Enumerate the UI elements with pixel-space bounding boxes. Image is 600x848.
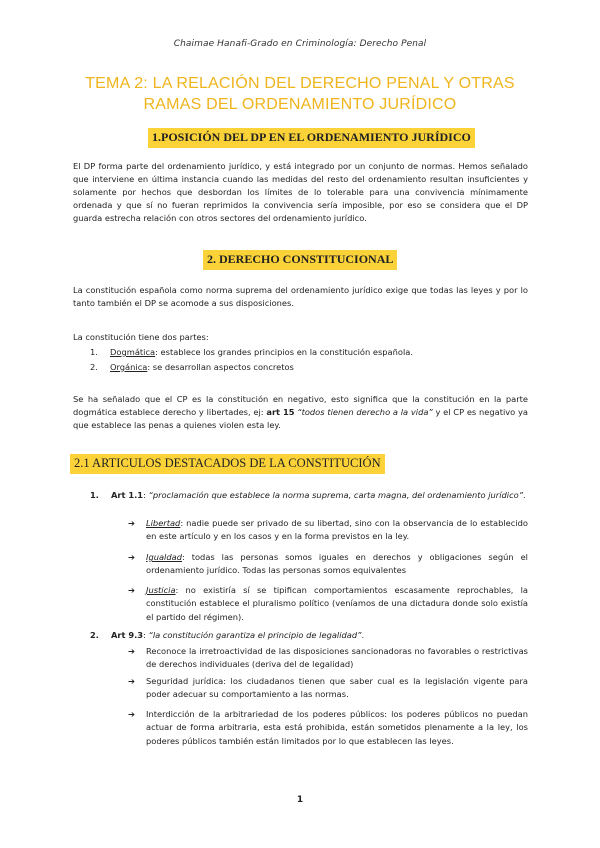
- part-desc: : se desarrollan aspectos concretos: [147, 362, 294, 372]
- list-number: 2.: [90, 362, 98, 372]
- sub-text: Interdicción de la arbitrariedad de los poderes públicos: los poderes públicos no puedan actuar de forma arbitraria, esta está prohibida, están sometidos plenamente a la ley, los poderes públicos también están limitados por lo que establecen las leyes.: [146, 709, 528, 746]
- article-quote: “la constitución garantiza el principio de legalidad”: [148, 630, 362, 640]
- arrow-icon: ➔: [128, 676, 135, 686]
- paragraph-text: Se ha señalado que el CP es la constitución en negativo, esto significa que la constitución en la parte dogmática establece derecho y libertades, ej:: [73, 394, 528, 417]
- sub-item: [128, 517, 528, 544]
- sub-item: [128, 675, 528, 702]
- article-sep: :: [143, 490, 149, 500]
- arrow-icon: ➔: [128, 646, 135, 656]
- sub-term: Justicia: [146, 585, 176, 595]
- running-header: Chaimae Hanafi-Grado en Criminología: Derecho Penal: [173, 39, 427, 49]
- article-number: 1.: [90, 490, 99, 500]
- article-sep: :: [143, 630, 149, 640]
- section-1-paragraph: El DP forma parte del ordenamiento jurídico, y está integrado por un conjunto de normas. Hemos señalado que interviene en última instancia cuando las medidas del resto del ordenamiento resultan insuficientes y solamente por hechos que desbordan los límites de lo tolerable para una convivencia mínimamente ordenada y que sí no fueran reprimidos la convivencia sería imposible, por eso se considera que el DP guarda estrecha relación con otros sectores del ordenamiento jurídico.: [73, 161, 528, 223]
- page-number: 1: [296, 795, 304, 805]
- sub-item: [128, 584, 528, 624]
- article-label: Art 1.1: [111, 490, 144, 500]
- section-2-paragraph-2: [73, 393, 528, 432]
- section-2-heading: 2. DERECHO CONSTITUCIONAL: [203, 250, 397, 270]
- article-ref: art 15: [266, 407, 295, 417]
- sub-text: : todas las personas somos iguales en derechos y obligaciones según el ordenamiento jurídico. Todas las personas somos equivalentes: [146, 552, 528, 576]
- article-quote: “todos tienen derecho a la vida”: [294, 407, 433, 417]
- title-line-2: RAMAS DEL ORDENAMIENTO JURÍDICO: [143, 96, 457, 113]
- sub-item: [128, 551, 528, 578]
- sub-text: : no existiría sí se tipifican comportamientos escasamente reprochables, la constitución establece el pluralismo político (veníamos de una dictadura donde solo existía el partido del régimen).: [146, 585, 528, 622]
- part-desc: : establece los grandes principios en la constitución española.: [155, 347, 413, 357]
- parts-intro: La constitución tiene dos partes:: [73, 332, 209, 342]
- sub-item: [128, 708, 528, 748]
- arrow-icon: ➔: [128, 709, 135, 719]
- article-item: [90, 489, 530, 502]
- arrow-icon: ➔: [128, 552, 135, 562]
- part-term: Orgánica: [110, 362, 148, 372]
- constitution-parts-list: [90, 345, 530, 375]
- arrow-icon: ➔: [128, 518, 135, 528]
- sub-text: : nadie puede ser privado de su libertad, sino con la observancia de lo establecido en este artículo y en los casos y en la forma previstos en la ley.: [146, 518, 528, 542]
- section-2-paragraph-1: La constitución española como norma suprema del ordenamiento jurídico exige que todas las leyes y por lo tanto también el DP se acomode a sus disposiciones.: [73, 285, 528, 308]
- arrow-icon: ➔: [128, 585, 135, 595]
- article-item: [90, 629, 530, 642]
- sub-text: Reconoce la irretroactividad de las disposiciones sancionadoras no favorables o restrictivas de derechos individuales (deriva del de legalidad): [146, 646, 528, 670]
- list-number: 1.: [90, 347, 98, 357]
- sub-text: Seguridad jurídica: los ciudadanos tienen que saber cual es la legislación vigente para poder adecuar su comportamiento a las normas.: [146, 676, 528, 700]
- page-title: [70, 73, 530, 115]
- paragraph-text: y el CP es negativo ya que establece las penas a quienes violen esta ley.: [73, 407, 528, 430]
- section-1-heading: 1.POSICIÓN DEL DP EN EL ORDENAMIENTO JURÍDICO: [148, 128, 475, 148]
- sub-term: Igualdad: [146, 552, 182, 562]
- article-end: .: [523, 490, 526, 500]
- part-term: Dogmática: [110, 347, 156, 357]
- article-number: 2.: [90, 630, 99, 640]
- title-line-1: TEMA 2: LA RELACIÓN DEL DERECHO PENAL Y OTRAS: [85, 75, 515, 92]
- sub-term: Libertad: [146, 518, 181, 528]
- article-label: Art 9.3: [111, 630, 144, 640]
- list-item: [90, 360, 530, 375]
- article-end: .: [361, 630, 365, 640]
- article-quote: “proclamación que establece la norma suprema, carta magna, del ordenamiento jurídico”: [148, 490, 524, 500]
- list-item: [90, 345, 530, 360]
- sub-item: [128, 645, 528, 672]
- section-2-1-heading: 2.1 ARTICULOS DESTACADOS DE LA CONSTITUCIÓN: [70, 454, 385, 474]
